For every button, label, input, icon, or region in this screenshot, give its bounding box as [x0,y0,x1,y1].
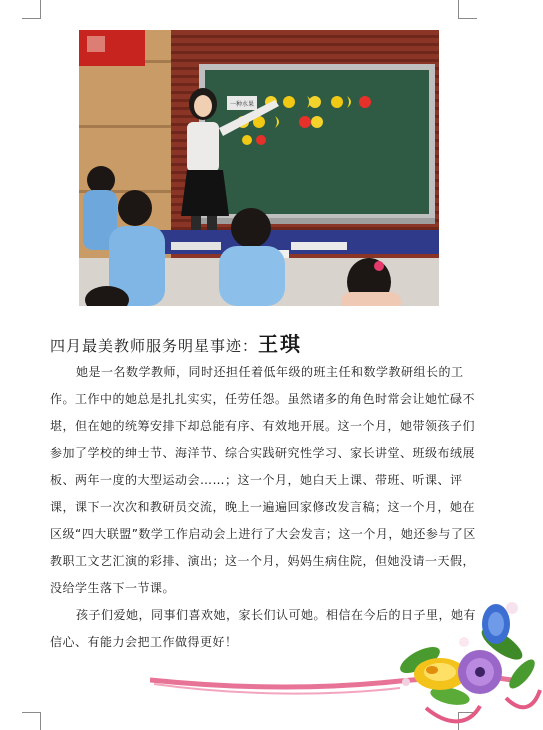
classroom-illustration [79,30,439,306]
crop-mark-top-right [458,0,477,19]
board-label: 一种水果 [229,101,255,108]
blue-flower [482,604,510,644]
crop-mark-bottom-left [22,712,41,730]
paragraph-2: 孩子们爱她，同事们喜欢她，家长们认可她。相信在今后的日子里，她有信心、有能力会把工作做得更好！ [50,608,477,649]
article-title [50,328,490,357]
teacher-name: 王琪 [258,332,303,356]
paragraph-1: 她是一名数学教师，同时还担任着低年级的班主任和数学教研组长的工作。工作中的她总是扎扎实实，任劳任怨。虽然诸多的角色时常会让她忙碌不堪，但在她的统筹安排下却总能有序、有效地开展。这一个月，她带领孩子们参加了学校的绅士节、海洋节、综合实践研究性学习、家长讲堂、班级布绒展板、两年一度的大型运动会……；这一个月，她白天上课、带班、听课、评课，课下一次次和教研员交流，晚上一遍遍回家修改发言稿；这一个月，她在区级“四大联盟”数学工作启动会上进行了大会发言；这一个月，她还参与了区教职工文艺汇演的彩排、演出；这一个月，妈妈生病住院，但她没请一天假，没给学生落下一节课。 [50,365,476,595]
purple-flower [458,650,502,694]
classroom-photo [79,30,439,306]
crop-mark-top-left [22,0,41,19]
title-prefix: 四月最美教师服务明星事迹： [50,337,259,355]
floral-ribbon-ornament [150,578,543,729]
